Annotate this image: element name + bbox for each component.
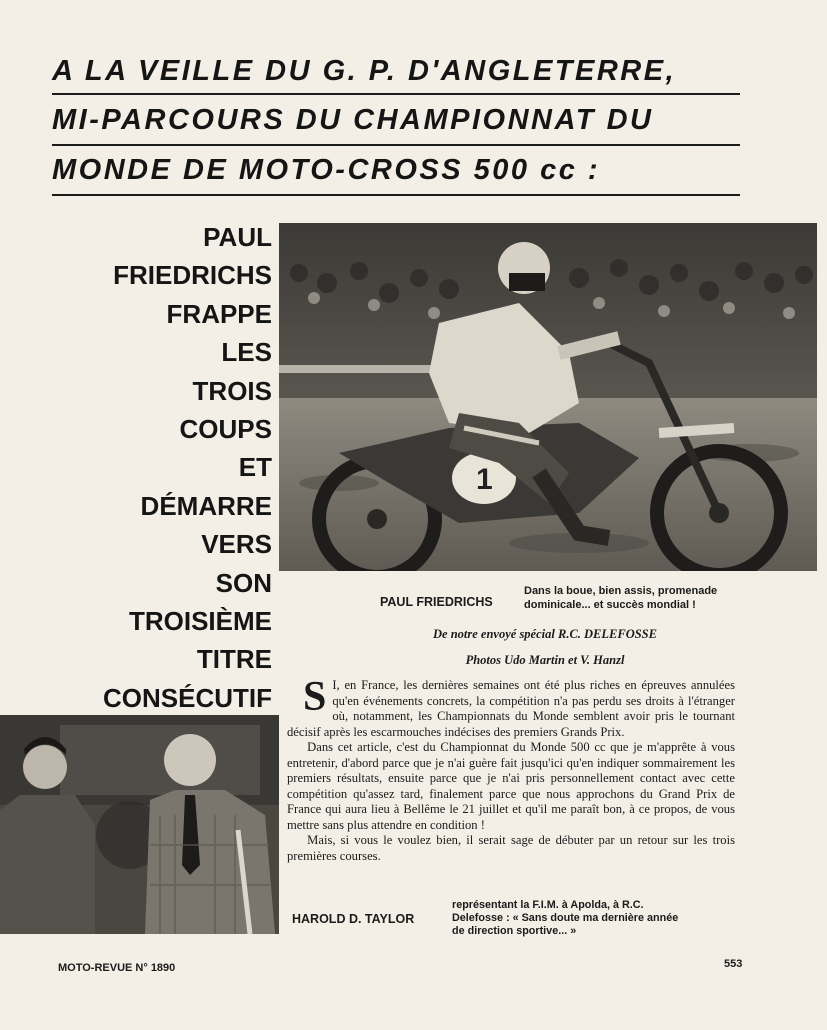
article-paragraph: Dans cet article, c'est du Championnat du Monde 500 cc que je m'apprête à vous entretenir, d'abord parce que je n'ai guère fait jusqu'ici qu'en indiquer sommairement les premiers résultats, ensuite parce que je n'ai pris personnellement contact avec cette compétition qu'assez tard, finalement parce que nous approchons du Grand Prix de France qui aura lieu à Bellême le 21 juillet et qu'il me paraît bon, à ce propos, de vous mettre sans plus attendre en condition ! [287,740,735,832]
deck-word: VERS [201,529,272,560]
article-body [287,674,735,864]
deck-word: TITRE [196,644,272,675]
deck-word: ET [238,452,272,483]
deck-word: COUPS [179,414,272,445]
deck-word: DÉMARRE [140,490,272,521]
deck-word: FRAPPE [166,298,272,329]
deck-word: PAUL [203,222,272,252]
deck-word: FRIEDRICHS [113,260,272,291]
photo-credit: Photos Udo Martin et V. Hanzl [465,653,625,667]
headline-rule [52,93,740,95]
publication-footer: MOTO-REVUE N° 1890 [58,962,176,974]
harold-taylor-photo [0,715,279,934]
author-byline: De notre envoyé spécial R.C. DELEFOSSE [433,627,657,641]
number-plate-label: 1 [476,463,493,496]
page-number: 553 [724,958,743,970]
headline-rule [52,194,740,196]
deck-word: TROIS [192,375,272,406]
deck-word: SON [215,567,272,598]
deck-word: CONSÉCUTIF [103,682,272,713]
article-paragraph: Mais, si vous le voulez bien, il serait sage de débuter par un retour sur les trois premières courses. [287,833,735,863]
photo-caption-text: Dans la boue, bien assis, promenade dominicale... et succès mondial ! [524,585,718,611]
headline-line-1: A LA VEILLE DU G. P. D'ANGLETERRE, [52,55,677,87]
headline-line-2: MI-PARCOURS DU CHAMPIONNAT DU [52,104,654,136]
headline-rule [52,144,740,146]
photo-caption-text: représentant la F.I.M. à Apolda, à R.C. Delefosse : « Sans doute ma dernière année de direction sportive... » [452,899,679,937]
drop-cap: S [303,674,327,720]
deck-headline [103,218,272,717]
photo-caption-name: HAROLD D. TAYLOR [292,912,415,926]
deck-word: TROISIÈME [128,606,272,637]
article-paragraph: I, en France, les dernières semaines ont été plus riches en épreuves annulées qu'en événements concrets, la compétition n'a pas perdu ses droits à l'étranger où, notamment, les Championnats du Monde semblent avoir pris le tournant décisif après les escarmouches indécises des premiers Grands Prix. [287,678,735,739]
deck-word: LES [221,337,272,368]
headline-line-3: MONDE DE MOTO-CROSS 500 cc : [52,154,601,186]
motocross-rider-photo [279,223,817,571]
photo-caption-name: PAUL FRIEDRICHS [380,595,493,609]
